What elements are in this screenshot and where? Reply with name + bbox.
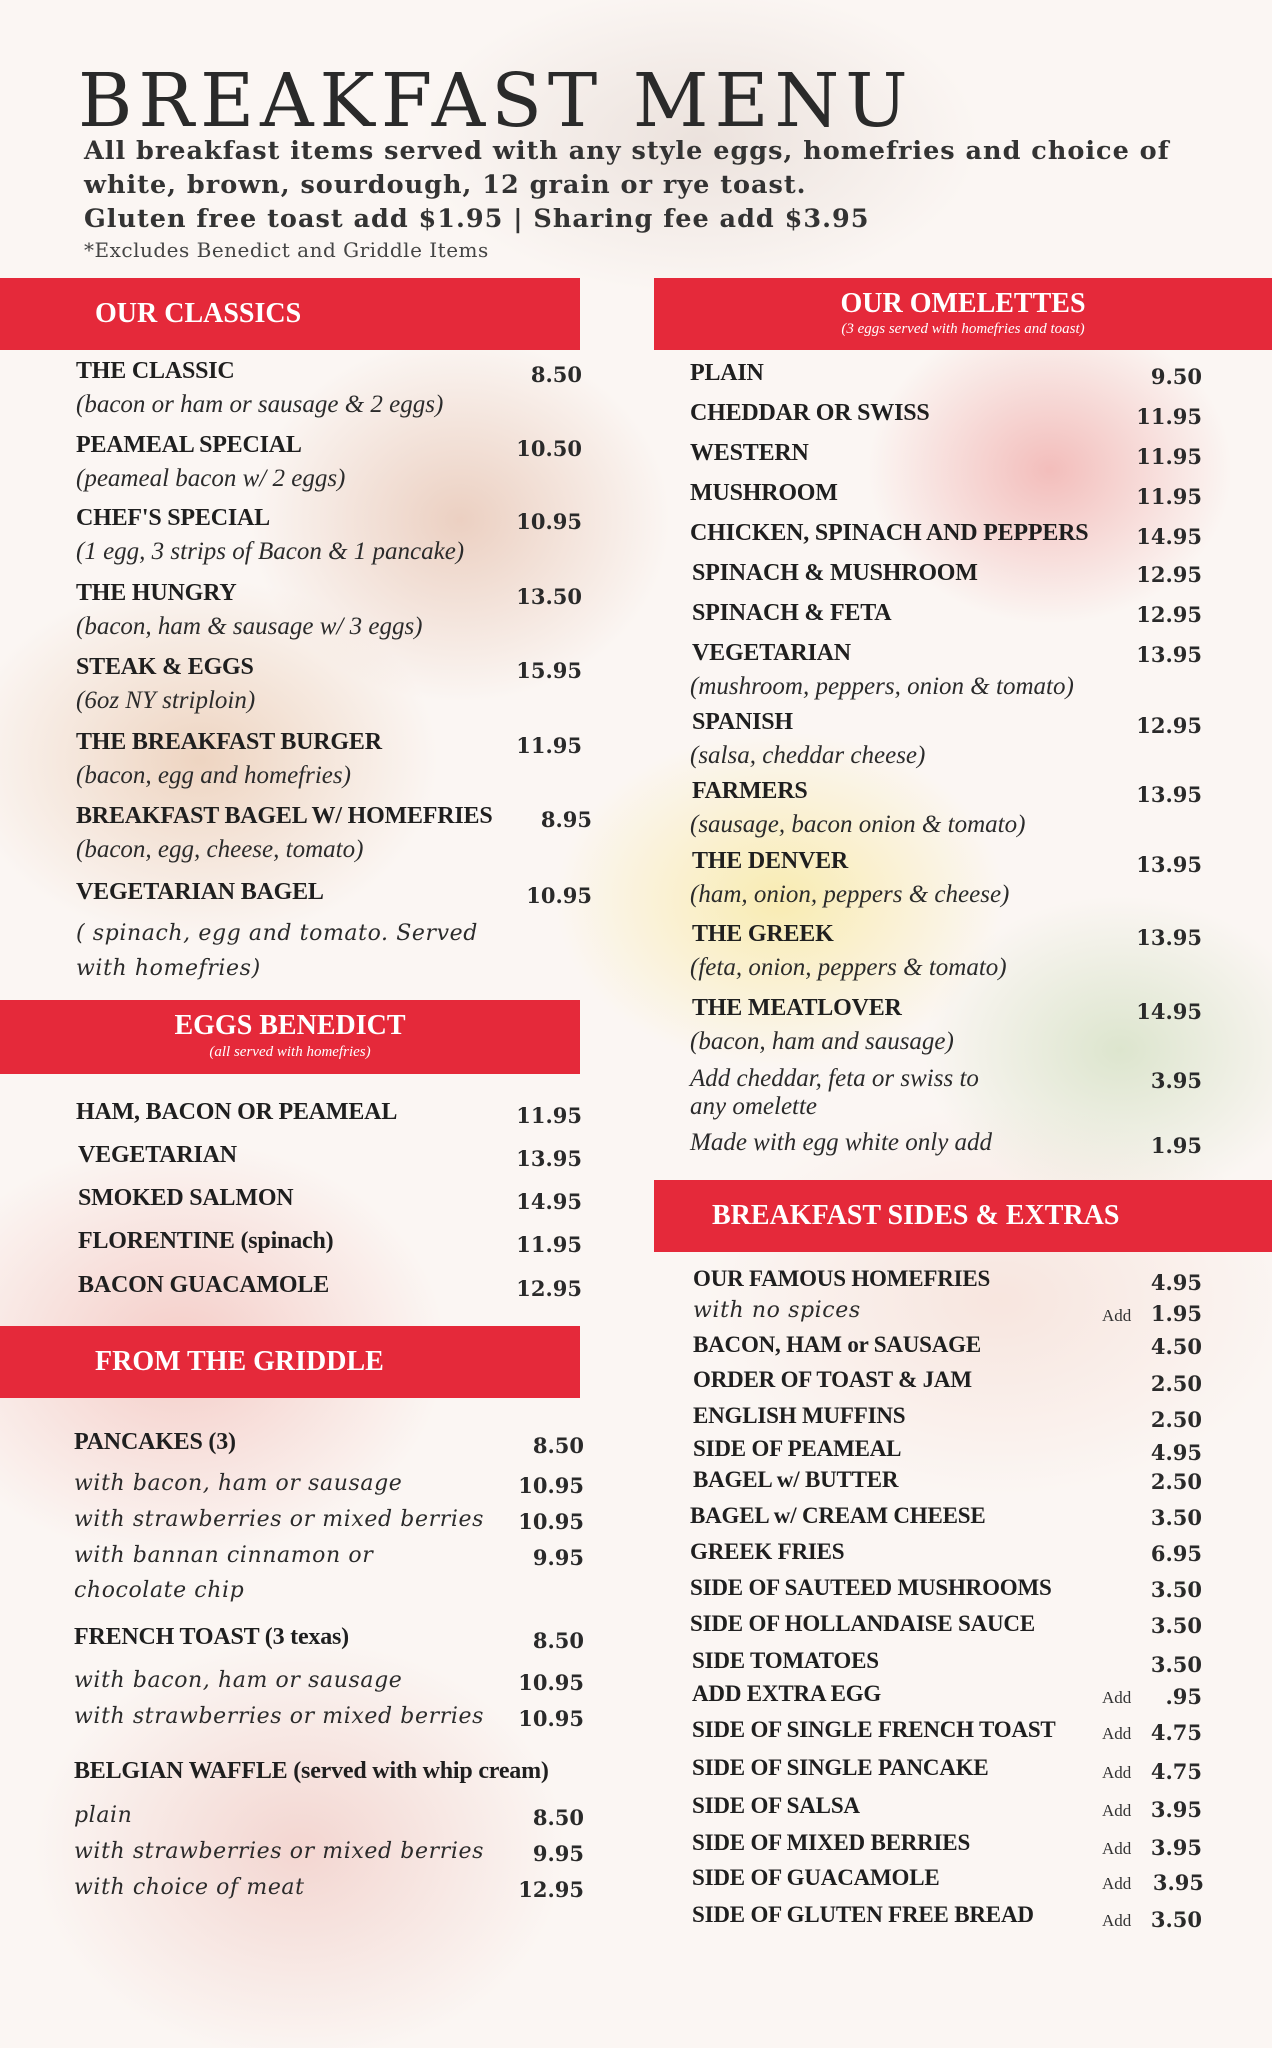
menu-item-name: ENGLISH MUFFINS	[693, 1403, 906, 1428]
classics-banner	[0, 278, 580, 350]
menu-item-name: PEAMEAL SPECIAL	[76, 432, 302, 458]
menu-option-price: 9.95	[532, 1841, 584, 1866]
menu-option: with strawberries or mixed berries	[74, 1704, 484, 1729]
menu-item-price: 14.95	[1136, 524, 1202, 549]
menu-item-name: SPANISH	[692, 709, 793, 735]
intro-line-3: Gluten free toast add $1.95 | Sharing fee add $3.95	[84, 204, 870, 234]
menu-item-desc: (mushroom, peppers, onion & tomato)	[690, 673, 1074, 700]
menu-item-desc: ( spinach, egg and tomato. Served	[76, 921, 478, 946]
menu-item-desc: (bacon, ham & sausage w/ 3 eggs)	[76, 613, 423, 640]
menu-item-name: SIDE OF GLUTEN FREE BREAD	[692, 1902, 1034, 1927]
menu-item-price: 3.95	[1150, 1835, 1202, 1860]
menu-item-desc: (sausage, bacon onion & tomato)	[690, 811, 1026, 838]
menu-item-name: STEAK & EGGS	[76, 654, 254, 680]
menu-item-name: GREEK FRIES	[690, 1539, 845, 1564]
add-label: Add	[1102, 1839, 1132, 1858]
menu-item-price: 8.50	[530, 362, 582, 387]
menu-item-name: THE BREAKFAST BURGER	[76, 729, 382, 755]
menu-item-price: 11.95	[1136, 444, 1202, 469]
menu-item-name: PLAIN	[690, 360, 764, 386]
menu-item-name: THE CLASSIC	[76, 358, 235, 384]
intro-line-1: All breakfast items served with any style eggs, homefries and choice of	[84, 136, 1170, 166]
classics-title: OUR CLASSICS	[95, 298, 302, 329]
menu-item-price: 3.50	[1150, 1613, 1202, 1638]
menu-item-price: 1.95	[1150, 1301, 1202, 1326]
menu-item-name: BACON GUACAMOLE	[78, 1272, 330, 1298]
menu-item-price: 14.95	[1136, 999, 1202, 1024]
menu-option-price: 1.95	[1150, 1133, 1202, 1158]
menu-item-name: WESTERN	[690, 440, 809, 466]
menu-item-price: 10.95	[516, 509, 582, 534]
menu-item-price: 2.50	[1150, 1469, 1202, 1494]
menu-item-price: 3.50	[1150, 1907, 1202, 1932]
menu-item-name: FLORENTINE (spinach)	[78, 1228, 334, 1254]
menu-item-price: 3.95	[1152, 1870, 1204, 1895]
menu-item-desc: (1 egg, 3 strips of Bacon & 1 pancake)	[76, 538, 465, 565]
menu-item-name: SIDE OF SALSA	[692, 1793, 860, 1818]
menu-item-desc: (6oz NY striploin)	[76, 687, 256, 714]
menu-option: Made with egg white only add	[690, 1129, 993, 1156]
menu-item-name: BAGEL w/ BUTTER	[693, 1467, 899, 1492]
intro-line-2: white, brown, sourdough, 12 grain or rye toast.	[84, 170, 807, 200]
menu-item-desc: (peameal bacon w/ 2 eggs)	[76, 465, 346, 492]
menu-item-name: FARMERS	[692, 778, 808, 804]
menu-item-price: 10.95	[526, 883, 592, 908]
menu-item-price: 13.95	[1136, 782, 1202, 807]
menu-item-price: 12.95	[1136, 602, 1202, 627]
menu-item-name: SIDE OF HOLLANDAISE SAUCE	[690, 1611, 1035, 1636]
menu-option: plain	[74, 1803, 133, 1828]
menu-item-price: 8.50	[532, 1628, 584, 1653]
omelettes-banner	[654, 278, 1272, 350]
menu-item-price: 3.50	[1150, 1505, 1202, 1530]
menu-item-desc: (ham, onion, peppers & cheese)	[690, 881, 1010, 908]
menu-item-price: 9.50	[1150, 364, 1202, 389]
menu-item-name: ADD EXTRA EGG	[692, 1681, 882, 1706]
menu-option: with bannan cinnamon or	[74, 1543, 374, 1568]
menu-item-name: SMOKED SALMON	[78, 1185, 294, 1211]
menu-item-desc: (bacon or ham or sausage & 2 eggs)	[76, 391, 444, 418]
menu-option-cont: any omelette	[690, 1093, 818, 1120]
menu-item-price: 3.95	[1150, 1797, 1202, 1822]
menu-option: with bacon, ham or sausage	[74, 1471, 403, 1496]
menu-option: Add cheddar, feta or swiss to	[690, 1065, 979, 1092]
menu-item-name: with no spices	[693, 1298, 861, 1323]
menu-item-price: 13.95	[1136, 642, 1202, 667]
menu-item-price: 13.95	[1136, 925, 1202, 950]
menu-item-price: 13.50	[516, 584, 582, 609]
menu-item-price: 2.50	[1150, 1371, 1202, 1396]
menu-item-name: ORDER OF TOAST & JAM	[693, 1367, 972, 1392]
menu-option-price: 10.95	[518, 1509, 584, 1534]
menu-item-desc: (bacon, egg and homefries)	[76, 762, 351, 789]
menu-item-name: CHEF'S SPECIAL	[76, 505, 270, 531]
add-label: Add	[1102, 1801, 1132, 1820]
menu-item-name: THE DENVER	[692, 848, 849, 874]
menu-item-name: VEGETARIAN	[692, 640, 851, 666]
intro-note: *Excludes Benedict and Griddle Items	[84, 238, 489, 262]
menu-item-price: 4.75	[1150, 1759, 1202, 1784]
menu-option-price: 9.95	[532, 1545, 584, 1570]
menu-item-price: .95	[1165, 1684, 1202, 1709]
menu-item-name: SIDE OF MIXED BERRIES	[692, 1830, 971, 1855]
menu-item-name: BACON, HAM or SAUSAGE	[693, 1332, 982, 1357]
menu-item-name: OUR FAMOUS HOMEFRIES	[693, 1266, 991, 1291]
menu-item-desc-cont: with homefries)	[76, 956, 261, 981]
add-label: Add	[1102, 1306, 1132, 1325]
menu-option: with strawberries or mixed berries	[74, 1839, 484, 1864]
menu-option-price: 10.95	[518, 1473, 584, 1498]
menu-item-name: SPINACH & MUSHROOM	[692, 560, 978, 586]
menu-item-price: 11.95	[516, 1232, 582, 1257]
menu-item-name: FRENCH TOAST (3 texas)	[74, 1624, 349, 1650]
menu-item-name: SIDE OF SINGLE PANCAKE	[692, 1755, 989, 1780]
menu-option-price: 12.95	[518, 1877, 584, 1902]
menu-item-price: 12.95	[516, 1276, 582, 1301]
menu-item-name: THE GREEK	[692, 921, 834, 947]
benedict-title: EGGS BENEDICT	[174, 1010, 406, 1041]
omelettes-subtitle: (3 eggs served with homefries and toast)	[841, 321, 1085, 337]
menu-option: with strawberries or mixed berries	[74, 1507, 484, 1532]
menu-item-price: 11.95	[1136, 484, 1202, 509]
add-label: Add	[1102, 1911, 1132, 1930]
menu-item-price: 13.95	[516, 1146, 582, 1171]
menu-option-price: 3.95	[1150, 1068, 1202, 1093]
benedict-banner	[0, 1000, 580, 1074]
sides-banner	[654, 1180, 1272, 1252]
page-title: BREAKFAST MENU	[78, 58, 914, 144]
menu-option-price: 8.50	[532, 1805, 584, 1830]
menu-item-price: 4.75	[1150, 1720, 1202, 1745]
menu-item-name: SPINACH & FETA	[692, 600, 892, 626]
menu-item-name: SIDE OF SINGLE FRENCH TOAST	[692, 1717, 1056, 1742]
menu-item-price: 11.95	[1136, 404, 1202, 429]
menu-item-name: BAGEL w/ CREAM CHEESE	[690, 1503, 986, 1528]
menu-item-desc: (feta, onion, peppers & tomato)	[690, 954, 1007, 981]
menu-option-cont: chocolate chip	[74, 1578, 245, 1603]
menu-item-price: 15.95	[516, 658, 582, 683]
add-label: Add	[1102, 1688, 1132, 1707]
menu-option-price: 10.95	[518, 1670, 584, 1695]
menu-item-price: 2.50	[1150, 1407, 1202, 1432]
add-label: Add	[1102, 1874, 1132, 1893]
menu-item-name: HAM, BACON OR PEAMEAL	[76, 1099, 398, 1125]
menu-item-price: 3.50	[1150, 1577, 1202, 1602]
menu-item-name: SIDE TOMATOES	[692, 1648, 879, 1673]
menu-option: with bacon, ham or sausage	[74, 1668, 403, 1693]
benedict-subtitle: (all served with homefries)	[209, 1044, 371, 1060]
menu-item-desc: (salsa, cheddar cheese)	[690, 742, 926, 769]
menu-item-name: SIDE OF GUACAMOLE	[692, 1865, 940, 1890]
menu-item-price: 4.95	[1150, 1440, 1202, 1465]
menu-item-name: CHEDDAR OR SWISS	[690, 400, 930, 426]
menu-item-desc: (bacon, ham and sausage)	[690, 1028, 954, 1055]
menu-item-name: SIDE OF SAUTEED MUSHROOMS	[690, 1575, 1052, 1600]
menu-item-name: CHICKEN, SPINACH AND PEPPERS	[690, 520, 1089, 546]
menu-item-name: SIDE OF PEAMEAL	[693, 1436, 902, 1461]
menu-item-name: BREAKFAST BAGEL W/ HOMEFRIES	[76, 803, 493, 829]
menu-item-price: 12.95	[1136, 713, 1202, 738]
menu-item-name: VEGETARIAN BAGEL	[76, 879, 324, 905]
menu-item-price: 3.50	[1150, 1652, 1202, 1677]
menu-item-name: BELGIAN WAFFLE (served with whip cream)	[74, 1758, 549, 1784]
menu-item-price: 4.95	[1150, 1270, 1202, 1295]
menu-item-price: 14.95	[516, 1189, 582, 1214]
menu-item-name: MUSHROOM	[690, 480, 838, 506]
sides-title: BREAKFAST SIDES & EXTRAS	[712, 1200, 1120, 1231]
griddle-title: FROM THE GRIDDLE	[95, 1346, 384, 1377]
menu-item-price: 11.95	[516, 733, 582, 758]
menu-item-price: 6.95	[1150, 1541, 1202, 1566]
menu-item-desc: (bacon, egg, cheese, tomato)	[76, 836, 364, 863]
menu-item-name: THE HUNGRY	[76, 580, 237, 606]
omelettes-title: OUR OMELETTES	[840, 288, 1086, 319]
add-label: Add	[1102, 1763, 1132, 1782]
menu-item-price: 10.50	[516, 436, 582, 461]
add-label: Add	[1102, 1724, 1132, 1743]
menu-item-name: VEGETARIAN	[78, 1142, 237, 1168]
menu-item-price: 8.50	[532, 1433, 584, 1458]
menu-option: with choice of meat	[74, 1875, 305, 1900]
menu-item-name: THE MEATLOVER	[692, 995, 902, 1021]
menu-item-price: 11.95	[516, 1103, 582, 1128]
menu-item-price: 4.50	[1150, 1334, 1202, 1359]
menu-item-name: PANCAKES (3)	[74, 1429, 236, 1455]
menu-item-price: 13.95	[1136, 852, 1202, 877]
griddle-banner	[0, 1326, 580, 1398]
menu-option-price: 10.95	[518, 1706, 584, 1731]
menu-item-price: 8.95	[540, 807, 592, 832]
menu-item-price: 12.95	[1136, 562, 1202, 587]
